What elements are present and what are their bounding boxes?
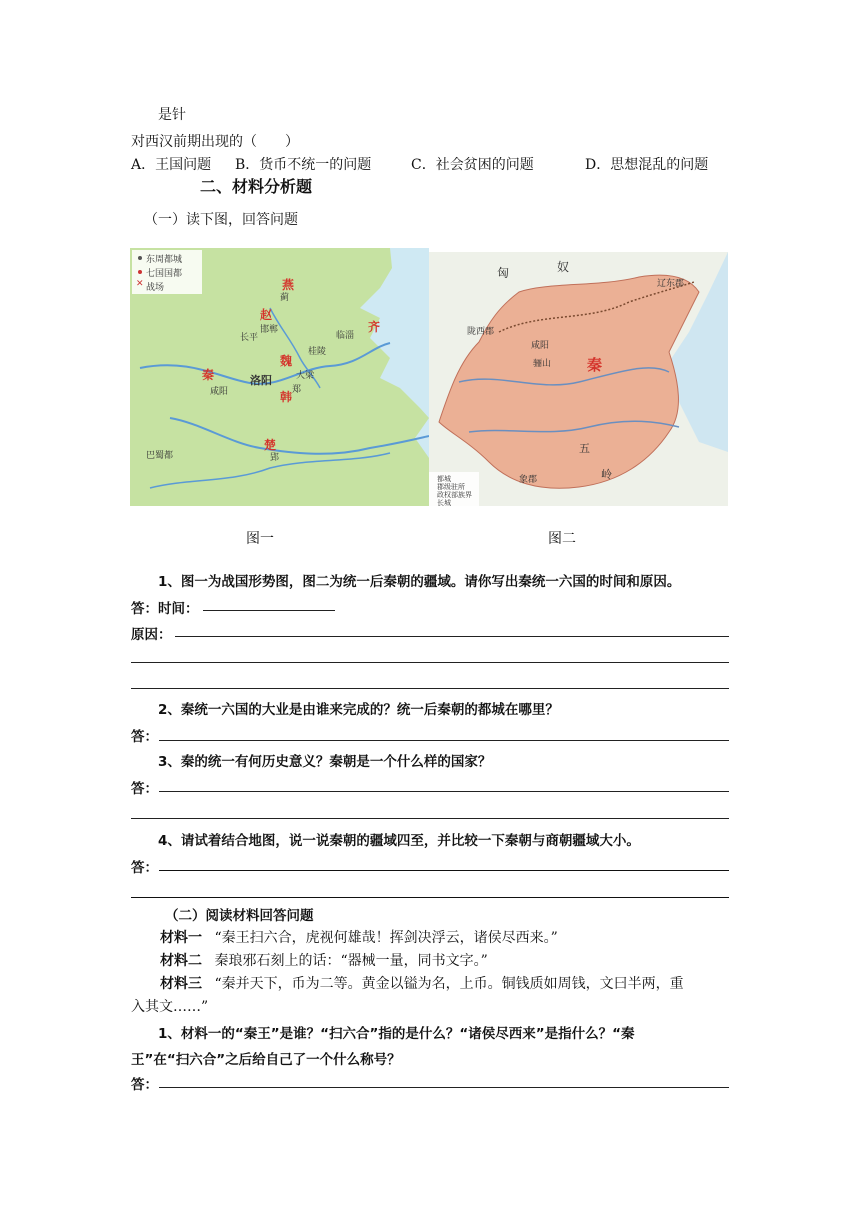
- part2-answer-line[interactable]: [159, 1087, 729, 1088]
- label-xiangjun: 象郡: [519, 475, 538, 485]
- q1-reason-label: 原因：: [131, 627, 172, 643]
- material-1: [160, 927, 558, 947]
- q2-answer-line[interactable]: [159, 740, 729, 741]
- place-ji: 蓟: [280, 293, 290, 303]
- option-a: A．王国问题: [131, 157, 212, 173]
- part2-title: （二）阅读材料回答问题: [165, 908, 314, 924]
- map2-legend-4: 长城: [437, 499, 451, 506]
- label-ling: 岭: [601, 468, 612, 481]
- q1-reason-line-3[interactable]: [131, 688, 729, 689]
- option-c: C．社会贫困的问题: [411, 157, 534, 173]
- label-qin: 秦: [587, 356, 603, 374]
- legend-capital-icon: [138, 256, 142, 260]
- part2-question-1-line2: 王”在“扫六合”之后给自己了一个什么称号？: [131, 1052, 401, 1068]
- q4-answer-line-2[interactable]: [131, 897, 729, 898]
- question-3: 3、秦的统一有何历史意义？秦朝是一个什么样的国家？: [158, 754, 492, 770]
- map1-terrain: [130, 248, 429, 506]
- legend-state-capital-icon: [138, 270, 142, 274]
- map1-legend-2: 七国国都: [146, 269, 183, 279]
- legend-battle-icon: ✕: [136, 279, 144, 289]
- material-2: [160, 950, 488, 970]
- q1-time-label: 答：时间：: [131, 601, 199, 617]
- part1-title: （一）读下图，回答问题: [144, 212, 298, 228]
- part2-answer-label: 答：: [131, 1077, 158, 1093]
- place-ying: 郢: [270, 453, 280, 463]
- map2-legend-2: 郡级驻所: [437, 483, 465, 491]
- material-3: [160, 973, 684, 993]
- map1-legend-1: 东周都城: [146, 255, 183, 265]
- question-2: 2、秦统一六国的大业是由谁来完成的？统一后秦朝的都城在哪里？: [158, 702, 559, 718]
- place-bashu: 巴蜀都: [146, 451, 174, 461]
- place-handan: 邯郸: [260, 325, 279, 335]
- label-xianyang: 咸阳: [531, 341, 550, 351]
- warring-states-map: [130, 248, 429, 506]
- material-3-text-line2: 入其文……”: [131, 999, 209, 1015]
- label-nu: 奴: [557, 260, 570, 274]
- map1-caption: 图一: [246, 531, 274, 547]
- state-qin: 秦: [202, 368, 215, 382]
- question-text-line1: 是针: [158, 107, 186, 123]
- q1-reason-line-1[interactable]: [175, 636, 729, 637]
- material-1-text: “秦王扫六合，虎视何雄哉！挥剑决浮云，诸侯尽西来。”: [214, 930, 558, 946]
- state-han: 韩: [280, 390, 293, 404]
- question-text-line2: 对西汉前期出现的（ ）: [131, 134, 299, 150]
- question-1: 1、图一为战国形势图，图二为统一后秦朝的疆域。请你写出秦统一六国的时间和原因。: [158, 574, 681, 590]
- q3-answer-line-2[interactable]: [131, 818, 729, 819]
- place-linzi: 临淄: [336, 331, 355, 341]
- state-chu: 楚: [264, 438, 277, 452]
- option-b: B．货币不统一的问题: [235, 157, 372, 173]
- map2-caption: 图二: [548, 531, 576, 547]
- map2-legend-1: 都城: [437, 475, 451, 483]
- q1-reason-line-2[interactable]: [131, 662, 729, 663]
- map2-terrain: [429, 252, 728, 506]
- q3-answer-line-1[interactable]: [159, 791, 729, 792]
- label-lishan: 骊山: [533, 359, 552, 369]
- label-liaodong: 辽东郡: [657, 279, 685, 289]
- material-2-label: 材料二: [160, 953, 202, 969]
- place-daliang: 大梁: [296, 371, 315, 381]
- option-d: D．思想混乱的问题: [585, 157, 709, 173]
- state-qi: 齐: [368, 320, 381, 334]
- state-yan: 燕: [282, 278, 295, 292]
- map1-legend-3: 战场: [146, 283, 165, 293]
- label-wu: 五: [579, 442, 590, 455]
- section-title: 二、材料分析题: [200, 177, 313, 196]
- q3-answer-label: 答：: [131, 781, 158, 797]
- q4-answer-line-1[interactable]: [159, 870, 729, 871]
- q2-answer-label: 答：: [131, 729, 158, 745]
- label-longxi: 陇西郡: [467, 327, 495, 337]
- place-luoyang: 洛阳: [250, 374, 272, 387]
- state-zhao: 赵: [260, 308, 273, 322]
- material-3-text-line1: “秦并天下，币为二等。黄金以镒为名，上币。铜钱质如周钱，文曰半两，重: [214, 976, 684, 992]
- place-changping: 长平: [240, 333, 259, 343]
- q1-time-answer-line[interactable]: [203, 610, 335, 611]
- question-4: 4、请试着结合地图，说一说秦朝的疆域四至，并比较一下秦朝与商朝疆域大小。: [158, 833, 640, 849]
- q4-answer-label: 答：: [131, 860, 158, 876]
- place-xianyang: 咸阳: [210, 387, 229, 397]
- qin-territory-map: [429, 252, 728, 506]
- map2-legend-3: 政权部族界: [437, 491, 472, 499]
- label-xiong: 匈: [497, 266, 510, 280]
- part2-question-1-line1: 1、材料一的“秦王”是谁？“扫六合”指的是什么？“诸侯尽西来”是指什么？“秦: [158, 1026, 635, 1042]
- material-2-text: 秦琅邪石刻上的话：“器械一量，同书文字。”: [214, 953, 488, 969]
- place-zheng: 郑: [292, 385, 302, 395]
- material-1-label: 材料一: [160, 930, 202, 946]
- place-guiling: 桂陵: [308, 347, 327, 357]
- material-3-label: 材料三: [160, 976, 202, 992]
- state-wei: 魏: [280, 354, 293, 368]
